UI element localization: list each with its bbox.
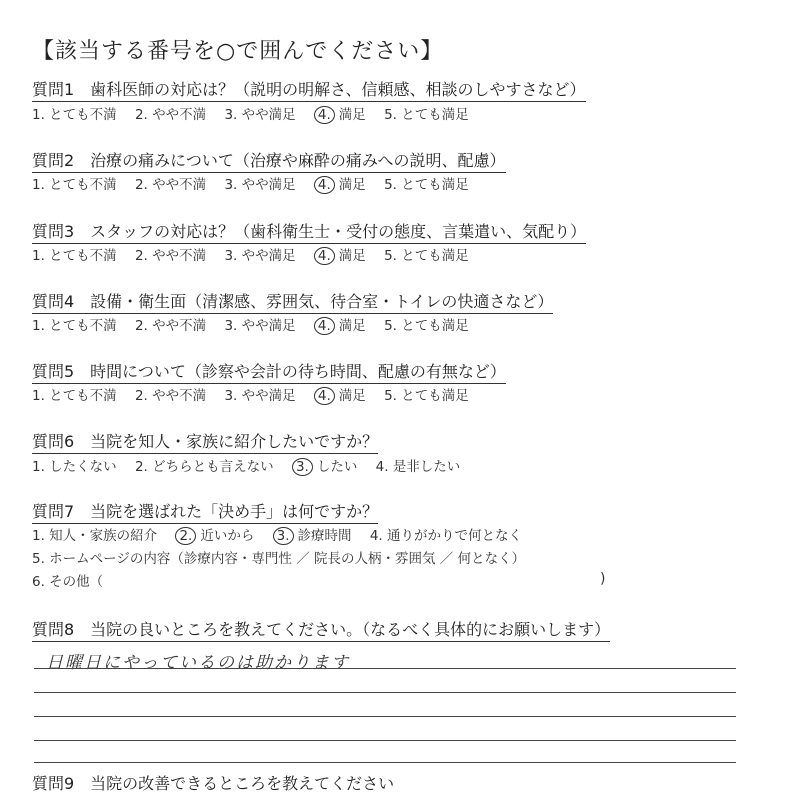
option: 2. どちらとも言えない: [134, 459, 274, 475]
option: 満足: [338, 388, 366, 404]
question-6-label: 質問6 当院を知人・家族に紹介したいですか？: [32, 432, 378, 454]
question-5-label: 質問5 時間について（診察や会計の待ち時間、配慮の有無など）: [32, 362, 506, 384]
other-close-paren: ): [600, 571, 606, 587]
question-7-options-row2: 5. ホームページの内容（診療内容・専門性 ／ 院長の人柄・雰囲気 ／ 何となく）: [32, 551, 526, 567]
circled-option: 3.: [273, 527, 294, 545]
handwritten-answer: 日曜日にやっているのは助かります: [46, 653, 350, 673]
circled-option: 4.: [314, 106, 335, 124]
question-3-options: [32, 247, 483, 265]
option: 4. 是非したい: [375, 459, 461, 475]
page-title: 【該当する番号を○で囲んでください】: [32, 39, 444, 64]
circled-option: 4.: [314, 317, 335, 335]
question-8-label: 質問8 当院の良いところを教えてください。（なるべく具体的にお願いします）: [32, 620, 610, 642]
question-2-label: 質問2 治療の痛みについて（治療や麻酔の痛みへの説明、配慮）: [32, 151, 506, 173]
question-7-label: 質問7 当院を選ばれた「決め手」は何ですか？: [32, 502, 378, 524]
option: 5. とても満足: [384, 388, 469, 404]
option: したい: [316, 459, 358, 475]
option: 2. やや不満: [134, 107, 207, 123]
option: 近いから: [200, 528, 255, 544]
option: 2. やや不満: [134, 177, 207, 193]
question-6-options: [32, 458, 474, 476]
option: 2. やや不満: [134, 388, 207, 404]
option: 2. やや不満: [134, 248, 207, 264]
option: 1. とても不満: [32, 388, 117, 404]
question-7-options-row1: [32, 527, 536, 545]
circled-option: 2.: [175, 527, 196, 545]
circled-option: 3.: [292, 458, 313, 476]
circled-option: 4.: [314, 176, 335, 194]
question-1-label: 質問1 歯科医師の対応は？（説明の明解さ、信頼感、相談のしやすさなど）: [32, 80, 586, 102]
option: 1. 知人・家族の紹介: [32, 528, 158, 544]
option: 2. やや不満: [134, 318, 207, 334]
option: 1. したくない: [32, 459, 117, 475]
option: 1. とても不満: [32, 107, 117, 123]
answer-line: [34, 716, 736, 717]
question-9-label: 質問9 当院の改善できるところを教えてください: [32, 774, 395, 793]
option: 3. やや満足: [224, 248, 296, 264]
option: 1. とても不満: [32, 318, 117, 334]
answer-line: [34, 740, 736, 741]
option: 5. とても満足: [384, 318, 469, 334]
option: 満足: [338, 177, 366, 193]
option: 満足: [338, 318, 366, 334]
question-1-options: [32, 106, 483, 124]
circled-option: 4.: [314, 247, 335, 265]
answer-line: [34, 762, 736, 763]
option: 3. やや満足: [224, 388, 296, 404]
question-2-options: [32, 176, 483, 194]
question-4-options: [32, 317, 483, 335]
option: 5. とても満足: [384, 177, 469, 193]
option: 3. やや満足: [224, 318, 296, 334]
answer-line: [34, 692, 736, 693]
circled-option: 4.: [314, 387, 335, 405]
question-5-options: [32, 387, 483, 405]
option: 1. とても不満: [32, 177, 117, 193]
option: 1. とても不満: [32, 248, 117, 264]
option: 満足: [338, 107, 366, 123]
answer-line: [34, 668, 736, 669]
option: 5. とても満足: [384, 248, 469, 264]
question-4-label: 質問4 設備・衛生面（清潔感、雰囲気、待合室・トイレの快適さなど）: [32, 292, 553, 314]
option: 3. やや満足: [224, 177, 296, 193]
option: 診療時間: [297, 528, 352, 544]
option: 3. やや満足: [224, 107, 296, 123]
question-3-label: 質問3 スタッフの対応は？（歯科衛生士・受付の態度、言葉遣い、気配り）: [32, 222, 586, 244]
option: 満足: [338, 248, 366, 264]
option: 4. 通りがかりで何となく: [369, 528, 523, 544]
question-7-options-row3: 6. その他（: [32, 574, 104, 590]
option: 5. とても満足: [384, 107, 469, 123]
